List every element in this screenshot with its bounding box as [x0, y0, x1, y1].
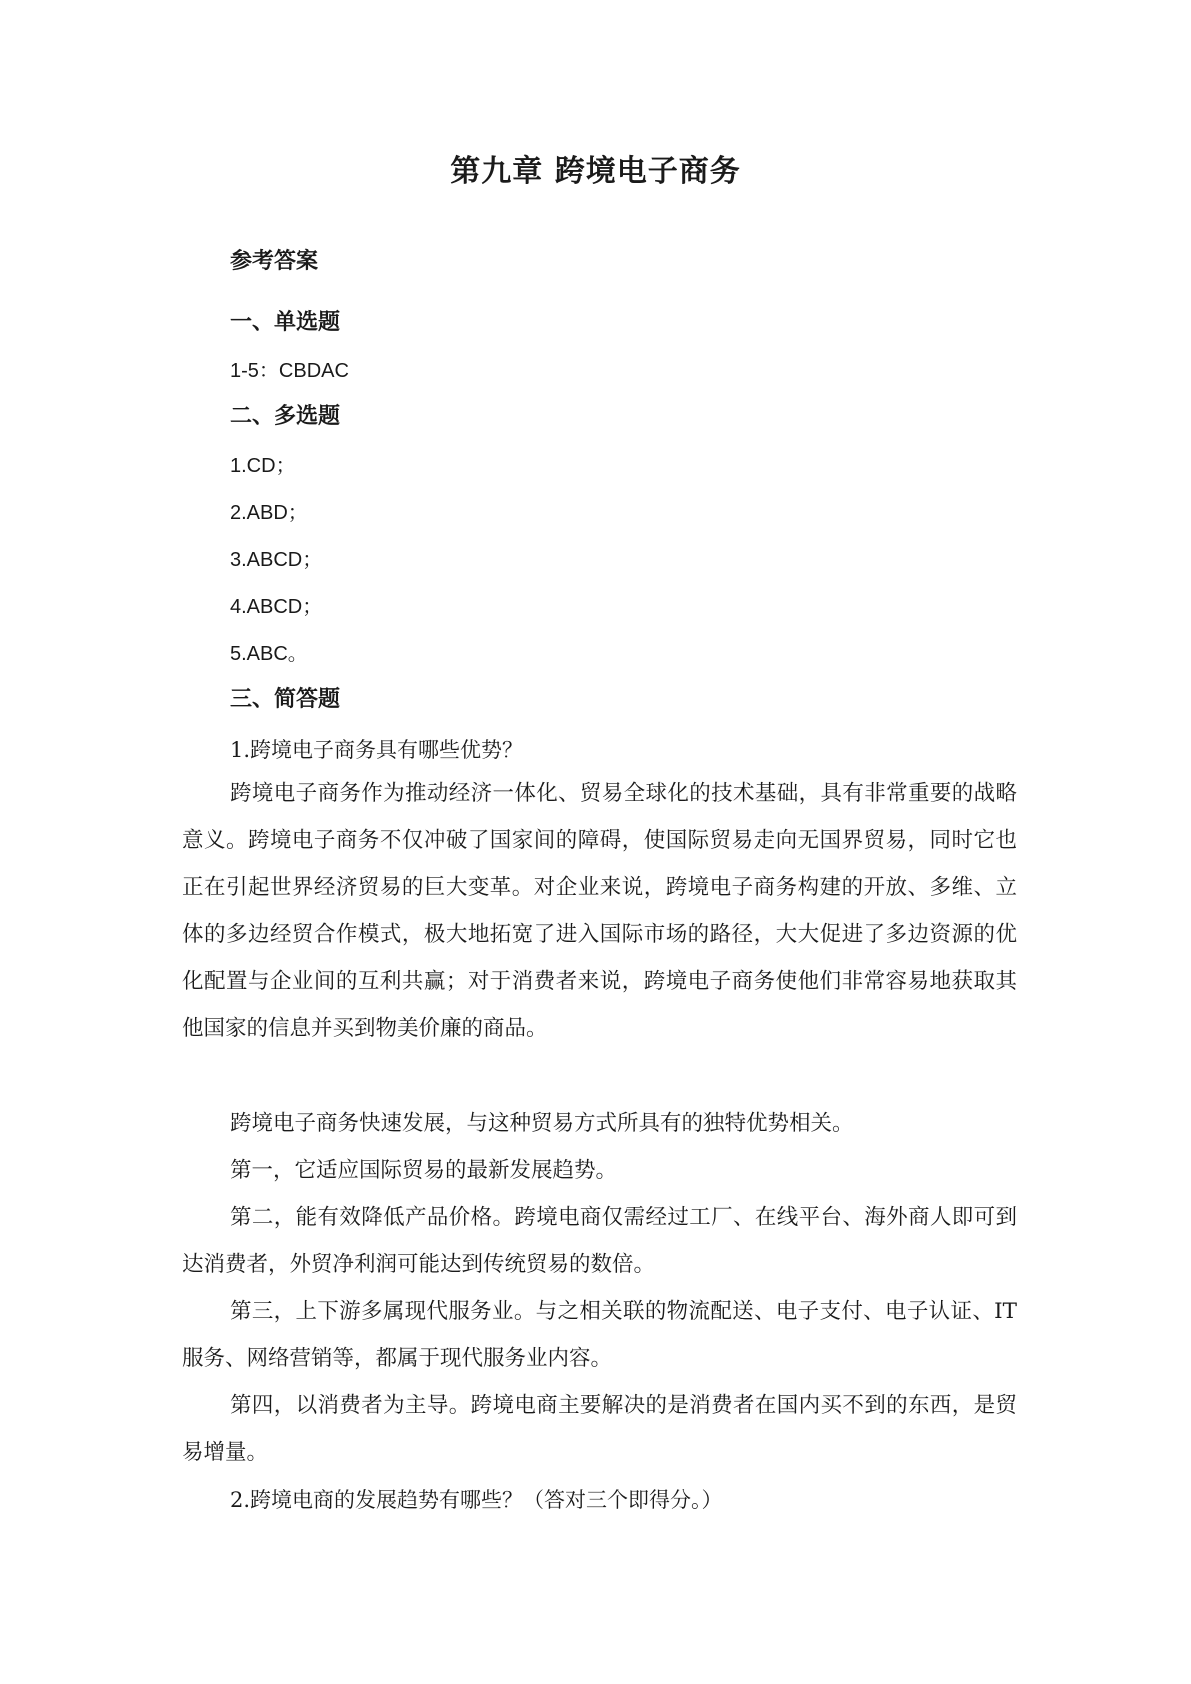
multiple-choice-answer-1: 1.CD；	[230, 455, 296, 477]
multiple-choice-answer-2: 2.ABD；	[230, 502, 308, 524]
multiple-choice-answer-4: 4.ABCD；	[230, 596, 323, 618]
answer-paragraph-5: 第三，上下游多属现代服务业。与之相关联的物流配送、电子支付、电子认证、IT 服务、网络营销等，都属于现代服务业内容。	[182, 1299, 1017, 1371]
section-heading-short-answer: 三、简答题	[230, 687, 341, 712]
answer-paragraph-1: 跨境电子商务作为推动经济一体化、贸易全球化的技术基础，具有非常重要的战略意义。跨境电子商务不仅冲破了国家间的障碍，使国际贸易走向无国界贸易，同时它也正在引起世界经济贸易的巨大变革。对企业来说，跨境电子商务构建的开放、多维、立体的多边经贸合作模式，极大地拓宽了进入国际市场的路径，大大促进了多边资源的优化配置与企业间的互利共赢；对于消费者来说，跨境电子商务使他们非常容易地获取其他国家的信息并买到物美价廉的商品。	[182, 781, 1017, 1041]
section-heading-multiple-choice: 二、多选题	[230, 404, 341, 429]
single-choice-answer: 1-5：CBDAC	[230, 360, 349, 382]
answer-paragraph-6: 第四，以消费者为主导。跨境电商主要解决的是消费者在国内买不到的东西，是贸易增量。	[182, 1393, 1017, 1465]
answer-paragraph-2: 跨境电子商务快速发展，与这种贸易方式所具有的独特优势相关。	[230, 1111, 854, 1136]
question-1: 1.跨境电子商务具有哪些优势？	[230, 738, 524, 762]
multiple-choice-answer-3: 3.ABCD；	[230, 549, 323, 571]
section-heading-single-choice: 一、单选题	[230, 310, 341, 335]
page-title: 第九章 跨境电子商务	[450, 154, 741, 189]
answer-paragraph-4: 第二，能有效降低产品价格。跨境电商仅需经过工厂、在线平台、海外商人即可到达消费者，外贸净利润可能达到传统贸易的数倍。	[182, 1205, 1017, 1277]
answer-paragraph-3: 第一，它适应国际贸易的最新发展趋势。	[230, 1158, 618, 1183]
question-2: 2.跨境电商的发展趋势有哪些？（答对三个即得分。）	[230, 1488, 723, 1512]
multiple-choice-answer-5: 5.ABC。	[230, 643, 308, 665]
answer-label: 参考答案	[230, 249, 319, 274]
